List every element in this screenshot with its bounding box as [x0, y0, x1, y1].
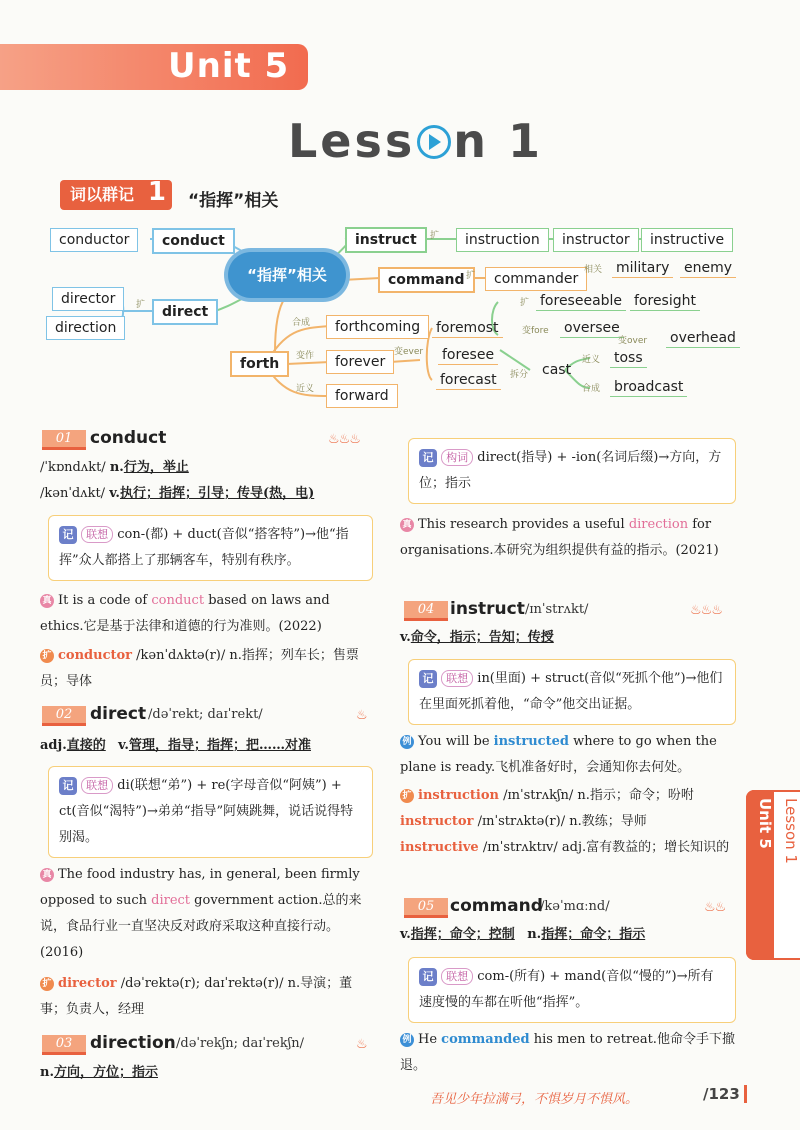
- conduct-tip: 记 联想 con-(都) + duct(音似“搭客特”)→他“指挥”众人都搭上了那辆客车，特别有秩序。: [48, 515, 373, 581]
- map-toss: toss: [610, 350, 647, 368]
- map-label-bianover: 变over: [618, 336, 648, 346]
- map-director: director: [52, 287, 124, 311]
- map-label-bianever: 变ever: [394, 347, 424, 357]
- instruct-phonetic: /ɪnˈstrʌkt/: [525, 602, 589, 617]
- map-forecast: forecast: [436, 372, 501, 390]
- direct-example: 真 The food industry has, in general, been firmly opposed to such direct government action.总的来说，食品行业一直坚决反对政府采取这种直接行动。(2016): [40, 867, 362, 960]
- section-title: “指挥”相关: [188, 191, 279, 211]
- entry-number-02: 02: [42, 706, 86, 723]
- memo-icon: 记: [419, 670, 437, 688]
- map-forever: forever: [326, 350, 394, 374]
- map-conductor: conductor: [50, 228, 138, 252]
- map-military: military: [612, 260, 673, 278]
- memo-icon: 记: [59, 526, 77, 544]
- page-number: /123: [703, 1085, 747, 1103]
- memo-icon: 记: [59, 777, 77, 795]
- map-label-jiqu: 拆分: [510, 370, 529, 380]
- map-foremost: foremost: [432, 320, 503, 338]
- entry-word-conduct: conduct: [90, 428, 167, 448]
- map-direction: direction: [46, 316, 125, 340]
- lesson-title-post: n 1: [453, 114, 544, 168]
- map-instruct: instruct: [345, 227, 427, 253]
- instruct-line: v.命令，指示；告知；传授: [400, 630, 554, 645]
- direct-tip: 记 联想 di(联想“弟”) + re(字母音似“阿姨”) + ct(音似“渴特”)→弟弟“指导”阿姨跳舞，说话说得特别渴。: [48, 766, 373, 858]
- extend-icon: 扩: [400, 789, 414, 803]
- direction-line: n.方向，方位；指示: [40, 1065, 158, 1080]
- difficulty-flames-icon: ♨♨♨: [328, 432, 360, 447]
- direction-example: 真 This research provides a useful direction for organisations.本研究为组织提供有益的指示。(2021): [400, 517, 719, 558]
- mind-map-connectors: [0, 0, 800, 420]
- map-cast: cast: [542, 362, 572, 378]
- example-icon: 例: [400, 1033, 414, 1047]
- map-broadcast: broadcast: [610, 379, 687, 397]
- instruct-extension: 扩 instruction /ɪnˈstrʌkʃn/ n.指示；命令；吩咐: [400, 783, 740, 809]
- command-line: v.指挥；命令；控制 n.指挥；命令；指示: [400, 927, 646, 942]
- direction-tip: 记 构词 direct(指导) + -ion(名词后缀)→方向，方位；指示: [408, 438, 736, 504]
- map-label-kuo-1: 扩: [136, 300, 146, 310]
- command-phonetic: /kəˈmɑːnd/: [540, 899, 610, 914]
- exam-icon: 真: [40, 594, 54, 608]
- conduct-line-2: /kənˈdʌkt/ v.执行；指挥；引导；传导(热，电): [40, 486, 315, 501]
- memo-icon: 记: [419, 449, 437, 467]
- example-icon: 例: [400, 735, 414, 749]
- map-oversee: oversee: [560, 320, 624, 338]
- instruct-extension-3: instructive /ɪnˈstrʌktɪv/ adj.富有教益的；增长知识的: [400, 840, 730, 855]
- entry-number-05: 05: [404, 898, 448, 915]
- map-commander: commander: [485, 267, 587, 291]
- entry-word-direction: direction: [90, 1033, 176, 1053]
- map-label-kuo-3: 扩: [466, 271, 476, 281]
- direct-phonetic: /dəˈrekt; daɪˈrekt/: [148, 707, 263, 722]
- map-forth: forth: [230, 351, 289, 377]
- instruct-tip: 记 联想 in(里面) + struct(音似“死抓个他”)→他们在里面死抓着他，“命令”他交出证据。: [408, 659, 736, 725]
- map-label-jinyi-2: 近义: [582, 355, 601, 365]
- difficulty-flame-icon: ♨: [356, 708, 367, 723]
- conduct-example: 真 It is a code of conduct based on laws and ethics.它是基于法律和道德的行为准则。(2022): [40, 593, 330, 634]
- map-command: command: [378, 267, 475, 293]
- map-instruction: instruction: [456, 228, 549, 252]
- entry-number-03: 03: [42, 1035, 86, 1052]
- difficulty-flames-icon: ♨♨♨: [690, 603, 722, 618]
- entry-number-01: 01: [42, 430, 86, 447]
- entry-word-command: command: [450, 896, 543, 916]
- side-tab-lesson: Lesson 1: [782, 798, 800, 864]
- map-forward: forward: [326, 384, 398, 408]
- map-label-jinyi: 近义: [296, 384, 315, 394]
- map-foresight: foresight: [630, 293, 700, 311]
- map-foresee: foresee: [438, 347, 498, 365]
- map-label-kuo-2: 扩: [430, 231, 440, 241]
- side-tab[interactable]: [746, 790, 800, 960]
- conduct-line-1: /ˈkɒndʌkt/ n.行为，举止: [40, 460, 189, 475]
- map-label-kuo-4: 扩: [520, 298, 530, 308]
- memo-icon: 记: [419, 968, 437, 986]
- map-foreseeable: foreseeable: [536, 293, 626, 311]
- instruct-extension-2: instructor /ɪnˈstrʌktə(r)/ n.教练；导师: [400, 814, 647, 829]
- unit-title: Unit 5: [168, 46, 290, 86]
- map-overhead: overhead: [666, 330, 740, 348]
- command-example: 例 He commanded his men to retreat.他命令手下撤退。: [400, 1032, 735, 1073]
- extend-icon: 扩: [40, 977, 54, 991]
- extend-icon: 扩: [40, 649, 54, 663]
- map-enemy: enemy: [680, 260, 736, 278]
- direct-extension: 扩 director /dəˈrektə(r); daɪˈrektə(r)/ n.导演；董事；负责人，经理: [40, 976, 353, 1017]
- entry-number-04: 04: [404, 601, 448, 618]
- map-label-hecheng-2: 合成: [582, 384, 601, 394]
- direction-phonetic: /dəˈrekʃn; daɪˈrekʃn/: [176, 1036, 305, 1051]
- entry-word-direct: direct: [90, 704, 147, 724]
- map-label-biancheng: 变作: [296, 351, 315, 361]
- exam-icon: 真: [400, 518, 414, 532]
- mind-map: [0, 0, 800, 420]
- footer-quote: 吾见少年拉满弓，不惧岁月不惧风。: [430, 1092, 639, 1107]
- section-tag-label: 词以群记: [70, 185, 135, 204]
- direct-line: adj.直接的 v.管理，指导；指挥；把……对准: [40, 738, 311, 753]
- map-instructor: instructor: [553, 228, 639, 252]
- mind-map-center: “指挥”相关: [228, 252, 346, 298]
- difficulty-flames-icon: ♨♨: [704, 900, 726, 915]
- map-label-xiangguan: 相关: [584, 265, 603, 275]
- map-instructive: instructive: [641, 228, 733, 252]
- side-tab-unit: Unit 5: [756, 798, 774, 849]
- map-forthcoming: forthcoming: [326, 315, 429, 339]
- map-label-hecheng: 合成: [292, 318, 311, 328]
- entry-word-instruct: instruct: [450, 599, 525, 619]
- exam-icon: 真: [40, 868, 54, 882]
- command-tip: 记 联想 com-(所有) + mand(音似“慢的”)→所有速度慢的车都在听他“指挥”。: [408, 957, 736, 1023]
- section-tag-number: 1: [147, 177, 166, 207]
- difficulty-flame-icon: ♨: [356, 1037, 367, 1052]
- map-label-bianfore: 变fore: [522, 326, 549, 336]
- lesson-title-pre: Less: [288, 114, 416, 168]
- instruct-example: 例 You will be instructed where to go when the plane is ready.飞机准备好时，会通知你去何处。: [400, 734, 717, 775]
- map-direct: direct: [152, 299, 218, 325]
- map-conduct: conduct: [152, 228, 235, 254]
- conduct-extension: 扩 conductor /kənˈdʌktə(r)/ n.指挥；列车长；售票员；导体: [40, 648, 359, 689]
